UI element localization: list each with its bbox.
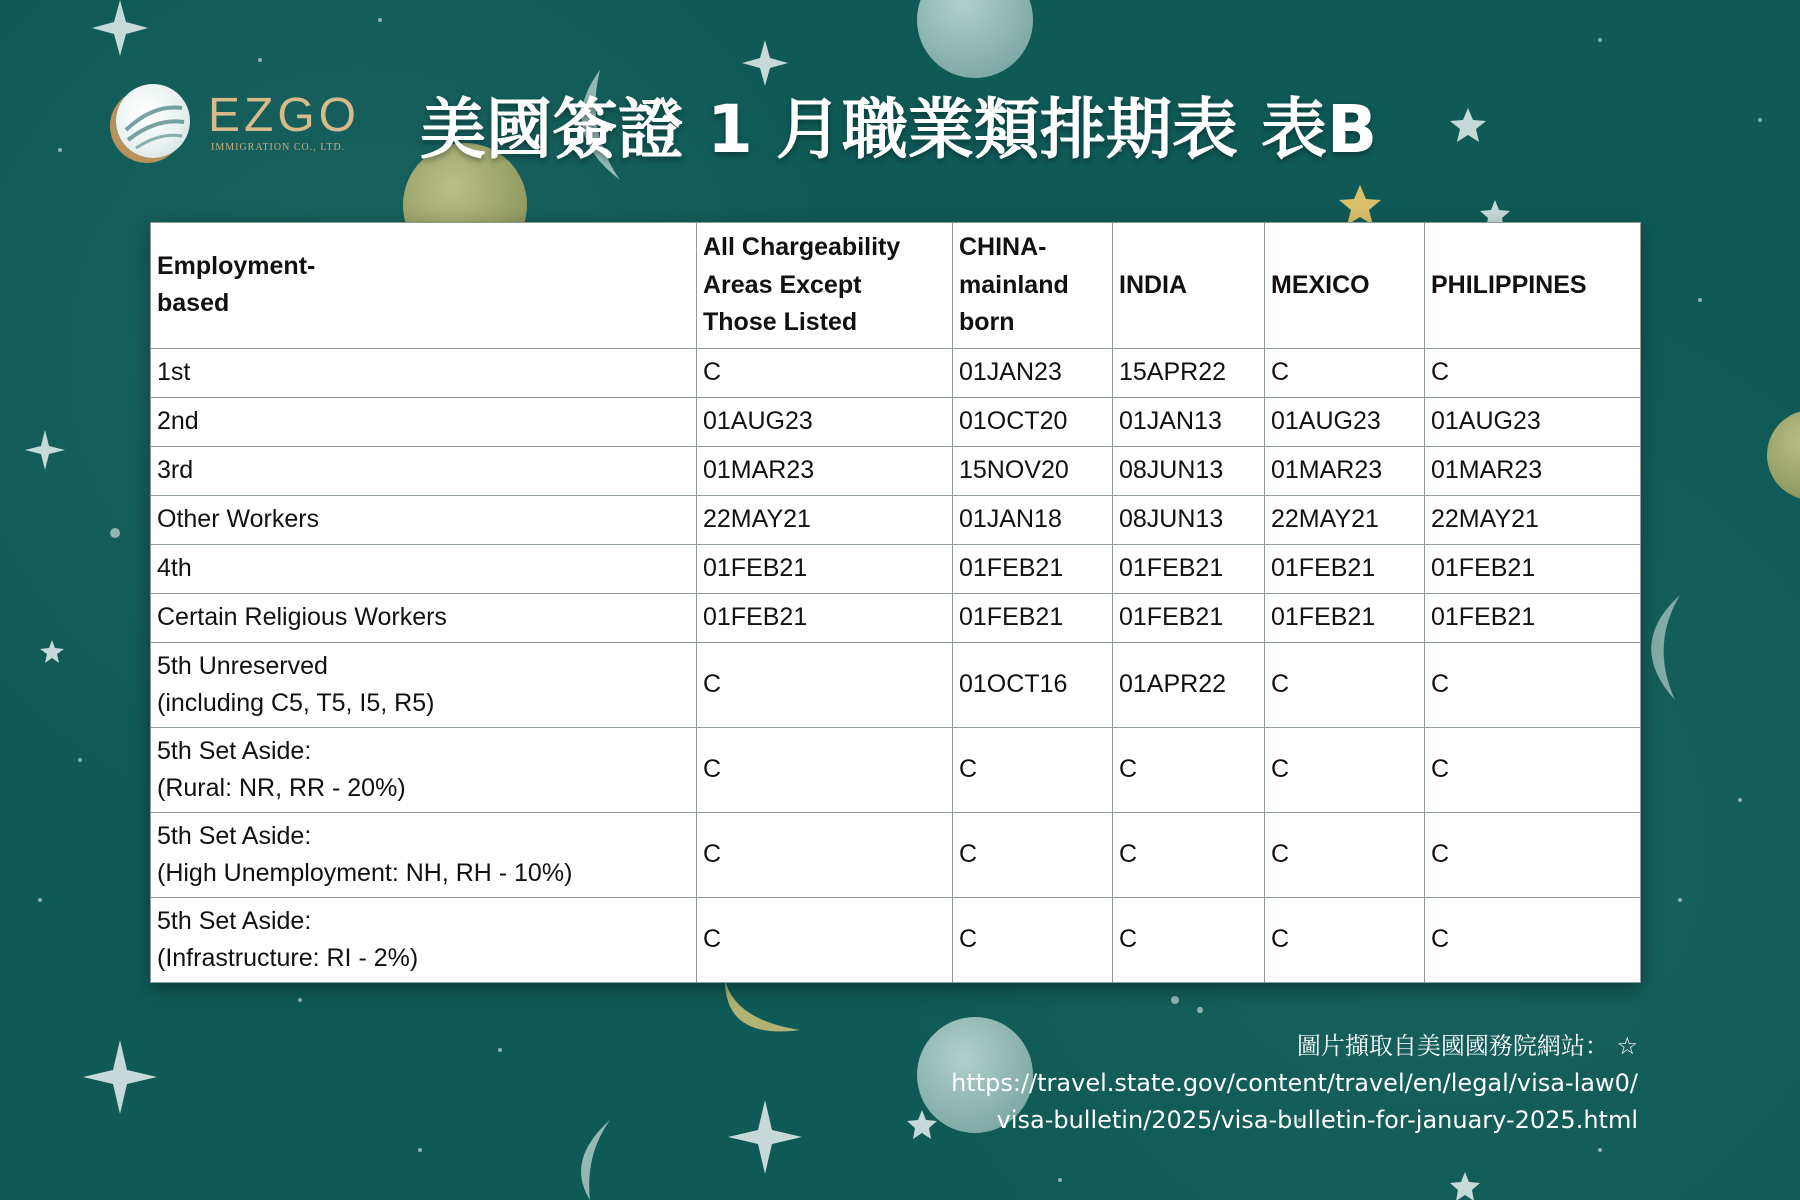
column-header: CHINA- mainland born: [953, 223, 1113, 349]
moon-gold-right: [1767, 410, 1800, 500]
table-cell: 01MAR23: [1265, 446, 1425, 495]
source-url-line-2[interactable]: visa-bulletin/2025/visa-bulletin-for-january-2025.html: [996, 1106, 1638, 1135]
logo-subtitle: IMMIGRATION CO., LTD.: [211, 142, 346, 153]
row-label: 1st: [151, 348, 697, 397]
table-cell: 01JAN13: [1113, 397, 1265, 446]
table-cell: 01FEB21: [1265, 544, 1425, 593]
row-label: 4th: [151, 544, 697, 593]
table-cell: 01MAR23: [1425, 446, 1641, 495]
globe-icon: [116, 84, 190, 158]
table-cell: 01FEB21: [1113, 593, 1265, 642]
table-cell: C: [1425, 642, 1641, 727]
table-cell: 08JUN13: [1113, 446, 1265, 495]
table-cell: C: [1113, 812, 1265, 897]
table-cell: 01MAR23: [697, 446, 953, 495]
table-cell: 22MAY21: [1265, 495, 1425, 544]
table-header-row: [151, 223, 1641, 349]
row-label: Other Workers: [151, 495, 697, 544]
table-cell: 22MAY21: [697, 495, 953, 544]
table-row: [151, 812, 1641, 897]
visa-bulletin-table: [150, 222, 1641, 983]
table-row: [151, 544, 1641, 593]
table-cell: 01JAN23: [953, 348, 1113, 397]
table-cell: C: [1425, 348, 1641, 397]
table-cell: C: [1265, 348, 1425, 397]
table-cell: 01APR22: [1113, 642, 1265, 727]
table-cell: C: [953, 812, 1113, 897]
page-title: 美國簽證 1 月職業類排期表 表B: [420, 91, 1378, 168]
table-cell: 01FEB21: [1425, 593, 1641, 642]
row-label: 3rd: [151, 446, 697, 495]
table-cell: C: [697, 812, 953, 897]
company-logo: [108, 78, 361, 168]
table-cell: C: [1113, 727, 1265, 812]
table-cell: C: [697, 897, 953, 982]
star-bottom-right: [1450, 1172, 1480, 1200]
table-row: [151, 642, 1641, 727]
table-cell: C: [953, 727, 1113, 812]
table-row: [151, 897, 1641, 982]
table-cell: C: [1425, 812, 1641, 897]
row-label: 5th Set Aside: (High Unemployment: NH, RH - 10%): [151, 812, 697, 897]
visa-bulletin-table-container: [150, 222, 1640, 983]
table-cell: 01FEB21: [953, 593, 1113, 642]
table-cell: 01OCT16: [953, 642, 1113, 727]
table-cell: 01AUG23: [1425, 397, 1641, 446]
sparkle-left: [25, 430, 65, 470]
star-right: [1450, 108, 1486, 142]
table-cell: C: [697, 642, 953, 727]
table-cell: C: [1265, 812, 1425, 897]
logo-name: EZGO: [208, 89, 361, 142]
source-label: 圖片擷取自美國國務院網站： ☆: [1296, 1032, 1638, 1060]
table-row: [151, 495, 1641, 544]
table-cell: 22MAY21: [1425, 495, 1641, 544]
row-label: 5th Set Aside: (Rural: NR, RR - 20%): [151, 727, 697, 812]
table-cell: C: [697, 727, 953, 812]
table-cell: C: [1265, 642, 1425, 727]
star-left-small: [40, 640, 64, 663]
column-header: INDIA: [1113, 223, 1265, 349]
sparkle-top-left: [92, 0, 148, 56]
crescent-gold-bottom: [725, 980, 800, 1031]
column-header: Employment- based: [151, 223, 697, 349]
star-gold: [1339, 185, 1381, 225]
table-cell: 01FEB21: [697, 593, 953, 642]
table-cell: 01FEB21: [1265, 593, 1425, 642]
table-cell: 15NOV20: [953, 446, 1113, 495]
table-row: [151, 397, 1641, 446]
table-cell: 01FEB21: [1113, 544, 1265, 593]
star-outline-icon: ☆: [1616, 1032, 1638, 1060]
crescent-right: [1651, 595, 1680, 700]
row-label: 5th Set Aside: (Infrastructure: RI - 2%): [151, 897, 697, 982]
table-cell: 01JAN18: [953, 495, 1113, 544]
table-cell: C: [697, 348, 953, 397]
crescent-bottom-left: [581, 1120, 610, 1200]
table-row: [151, 593, 1641, 642]
table-row: [151, 446, 1641, 495]
table-row: [151, 727, 1641, 812]
sparkle-bottom-left: [83, 1040, 157, 1114]
column-header: MEXICO: [1265, 223, 1425, 349]
table-cell: 01AUG23: [697, 397, 953, 446]
row-label: Certain Religious Workers: [151, 593, 697, 642]
table-cell: 15APR22: [1113, 348, 1265, 397]
table-cell: 01OCT20: [953, 397, 1113, 446]
sparkle-bottom-center: [728, 1100, 802, 1174]
column-header: PHILIPPINES: [1425, 223, 1641, 349]
source-url-line-1[interactable]: https://travel.state.gov/content/travel/en/legal/visa-law0/: [951, 1069, 1638, 1098]
column-header: All Chargeability Areas Except Those Listed: [697, 223, 953, 349]
table-cell: C: [953, 897, 1113, 982]
table-cell: 01FEB21: [1425, 544, 1641, 593]
table-cell: C: [1113, 897, 1265, 982]
table-cell: C: [1265, 727, 1425, 812]
source-footer: [951, 1028, 1638, 1140]
table-cell: 01FEB21: [953, 544, 1113, 593]
row-label: 2nd: [151, 397, 697, 446]
row-label: 5th Unreserved (including C5, T5, I5, R5): [151, 642, 697, 727]
table-cell: C: [1425, 897, 1641, 982]
moon-top-center: [917, 0, 1033, 78]
table-cell: 01FEB21: [697, 544, 953, 593]
table-cell: 08JUN13: [1113, 495, 1265, 544]
table-row: [151, 348, 1641, 397]
table-cell: C: [1425, 727, 1641, 812]
table-cell: 01AUG23: [1265, 397, 1425, 446]
table-cell: C: [1265, 897, 1425, 982]
